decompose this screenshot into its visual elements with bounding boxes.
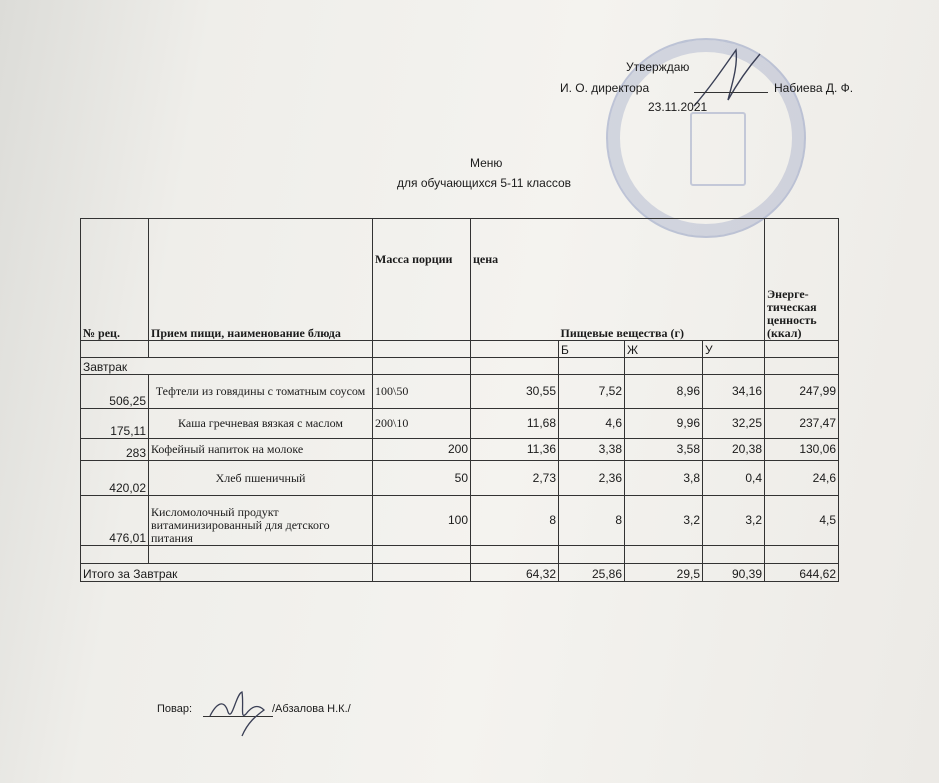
header-price: цена: [471, 219, 559, 341]
cell-mass: 100\50: [373, 375, 471, 409]
cell-energy: 24,6: [765, 461, 839, 496]
table-header-row: [81, 219, 839, 341]
cell-price: 30,55: [471, 375, 559, 409]
section-row: [81, 358, 839, 375]
cell-dish-name: Кофейный напиток на молоке: [149, 439, 373, 461]
approval-name: Набиева Д. Ф.: [774, 81, 854, 95]
cell-energy: 237,47: [765, 409, 839, 439]
table-row: [81, 496, 839, 546]
approval-signature-line: [694, 92, 768, 93]
cook-label: Повар:: [157, 703, 193, 715]
cell-dish-name: Кисломолочный продукт витаминизированный для детского питания: [149, 496, 373, 546]
total-price: 64,32: [471, 564, 559, 582]
header-nutrients: Пищевые вещества (г): [559, 219, 765, 341]
cell-fat: 3,8: [625, 461, 703, 496]
cell-recipe-number: 175,11: [81, 409, 149, 439]
total-carbs: 90,39: [703, 564, 765, 582]
cell-fat: 9,96: [625, 409, 703, 439]
total-protein: 25,86: [559, 564, 625, 582]
header-protein: Б: [559, 341, 625, 358]
cell-price: 11,36: [471, 439, 559, 461]
cell-protein: 2,36: [559, 461, 625, 496]
header-carbs: У: [703, 341, 765, 358]
cell-carbs: 3,2: [703, 496, 765, 546]
table-subheader-row: [81, 341, 839, 358]
cell-price: 2,73: [471, 461, 559, 496]
total-label: Итого за Завтрак: [81, 564, 373, 582]
cell-fat: 8,96: [625, 375, 703, 409]
cook-name: /Абзалова Н.К./: [272, 703, 351, 715]
total-row: [81, 564, 839, 582]
cell-carbs: 20,38: [703, 439, 765, 461]
cell-recipe-number: 420,02: [81, 461, 149, 496]
cell-energy: 130,06: [765, 439, 839, 461]
cell-mass: 100: [373, 496, 471, 546]
cell-dish-name: Хлеб пшеничный: [149, 461, 373, 496]
cell-recipe-number: 476,01: [81, 496, 149, 546]
cell-energy: 4,5: [765, 496, 839, 546]
page-subtitle: для обучающихся 5-11 классов: [397, 176, 572, 190]
cell-carbs: 34,16: [703, 375, 765, 409]
approval-date: 23.11.2021: [648, 100, 708, 114]
table-row: [81, 461, 839, 496]
cell-protein: 8: [559, 496, 625, 546]
cell-energy: 247,99: [765, 375, 839, 409]
table-row: [81, 439, 839, 461]
cook-signature: [206, 686, 276, 742]
cell-dish-name: Каша гречневая вязкая с маслом: [149, 409, 373, 439]
cell-recipe-number: 506,25: [81, 375, 149, 409]
cell-fat: 3,58: [625, 439, 703, 461]
cell-fat: 3,2: [625, 496, 703, 546]
header-energy: Энерге-тическая ценность (ккал): [765, 219, 839, 341]
empty-row: [81, 546, 839, 564]
menu-table: [80, 218, 839, 582]
header-portion-mass: Масса порции: [373, 219, 471, 341]
header-recipe-number: № рец.: [81, 219, 149, 341]
stamp-emblem: [690, 112, 746, 186]
approval-role: И. О. директора: [560, 81, 650, 95]
page-title: Меню: [470, 156, 503, 170]
total-energy: 644,62: [765, 564, 839, 582]
header-fat: Ж: [625, 341, 703, 358]
cell-price: 8: [471, 496, 559, 546]
cell-mass: 50: [373, 461, 471, 496]
header-dish-name: Прием пищи, наименование блюда: [149, 219, 373, 341]
cell-protein: 3,38: [559, 439, 625, 461]
approval-title: Утверждаю: [626, 60, 690, 74]
cell-recipe-number: 283: [81, 439, 149, 461]
cell-protein: 7,52: [559, 375, 625, 409]
section-label: Завтрак: [81, 358, 373, 375]
cell-carbs: 32,25: [703, 409, 765, 439]
table-row: [81, 375, 839, 409]
cell-protein: 4,6: [559, 409, 625, 439]
cell-dish-name: Тефтели из говядины с томатным соусом: [149, 375, 373, 409]
table-row: [81, 409, 839, 439]
cell-carbs: 0,4: [703, 461, 765, 496]
cell-price: 11,68: [471, 409, 559, 439]
total-fat: 29,5: [625, 564, 703, 582]
cell-mass: 200: [373, 439, 471, 461]
cell-mass: 200\10: [373, 409, 471, 439]
